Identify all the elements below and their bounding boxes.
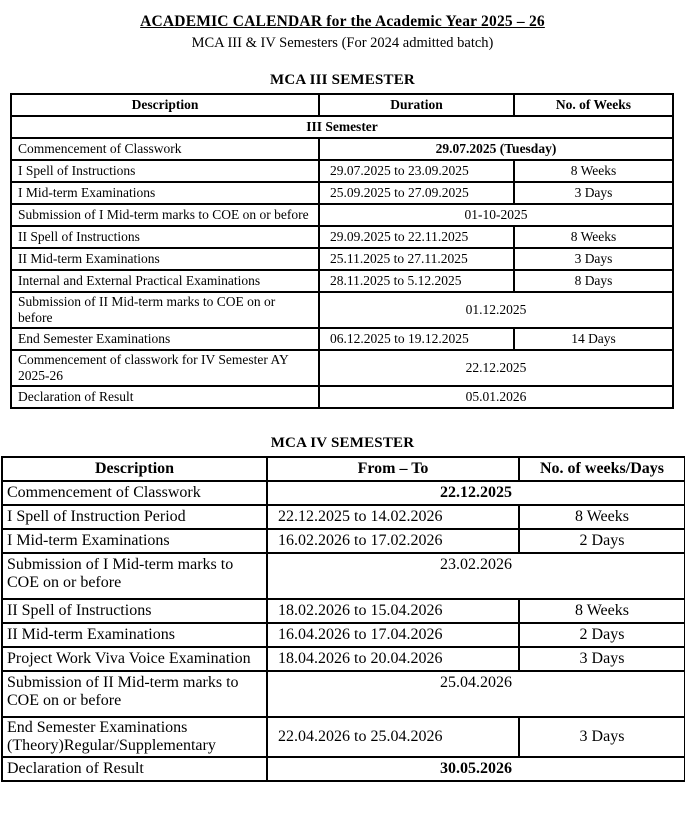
weeks-cell: 8 Weeks [519, 599, 685, 623]
column-header-description: Description [2, 457, 267, 481]
table-row [11, 182, 673, 204]
description-cell: II Spell of Instructions [2, 599, 267, 623]
description-cell: End Semester Examinations (Theory)Regular/Supplementary [2, 717, 267, 757]
table-row [2, 647, 685, 671]
table-row [2, 481, 685, 505]
weeks-cell: 3 Days [519, 647, 685, 671]
mca-iv-semester-table [1, 456, 685, 782]
mca-iii-semester-table [10, 93, 674, 409]
table-row [11, 226, 673, 248]
description-cell: Declaration of Result [2, 757, 267, 781]
table-header-row [2, 457, 685, 481]
duration-cell: 25.09.2025 to 27.09.2025 [319, 182, 514, 204]
weeks-cell: 8 Weeks [519, 505, 685, 529]
merged-value-cell: 30.05.2026 [267, 757, 685, 781]
table-header-row [11, 94, 673, 116]
duration-cell: 25.11.2025 to 27.11.2025 [319, 248, 514, 270]
table-row [2, 553, 685, 599]
description-cell: II Spell of Instructions [11, 226, 319, 248]
weeks-cell: 2 Days [519, 623, 685, 647]
merged-value-cell: 23.02.2026 [267, 553, 685, 599]
description-cell: I Mid-term Examinations [11, 182, 319, 204]
description-cell: Submission of II Mid-term marks to COE on or before [11, 292, 319, 328]
weeks-cell: 8 Days [514, 270, 673, 292]
description-cell: Commencement of classwork for IV Semester AY 2025-26 [11, 350, 319, 386]
column-header-weeks: No. of Weeks [514, 94, 673, 116]
weeks-cell: 8 Weeks [514, 226, 673, 248]
duration-cell: 18.04.2026 to 20.04.2026 [267, 647, 519, 671]
description-cell: Submission of II Mid-term marks to COE on or before [2, 671, 267, 717]
column-header-from-to: From – To [267, 457, 519, 481]
description-cell: Declaration of Result [11, 386, 319, 408]
weeks-cell: 14 Days [514, 328, 673, 350]
description-cell: II Mid-term Examinations [11, 248, 319, 270]
description-cell: II Mid-term Examinations [2, 623, 267, 647]
description-cell: I Spell of Instruction Period [2, 505, 267, 529]
description-cell: Submission of I Mid-term marks to COE on or before [2, 553, 267, 599]
document-title: ACADEMIC CALENDAR for the Academic Year 2025 – 26 [140, 13, 545, 30]
weeks-cell: 8 Weeks [514, 160, 673, 182]
duration-cell: 16.04.2026 to 17.04.2026 [267, 623, 519, 647]
weeks-cell: 3 Days [514, 182, 673, 204]
description-cell: I Spell of Instructions [11, 160, 319, 182]
merged-value-cell: 22.12.2025 [319, 350, 673, 386]
table-row [2, 505, 685, 529]
duration-cell: 22.04.2026 to 25.04.2026 [267, 717, 519, 757]
table-row [11, 138, 673, 160]
table-row [2, 623, 685, 647]
table-row [2, 717, 685, 757]
merged-value-cell: 05.01.2026 [319, 386, 673, 408]
description-cell: Project Work Viva Voice Examination [2, 647, 267, 671]
duration-cell: 18.02.2026 to 15.04.2026 [267, 599, 519, 623]
description-cell: Internal and External Practical Examinations [11, 270, 319, 292]
table-row [11, 204, 673, 226]
merged-value-cell: 29.07.2025 (Tuesday) [319, 138, 673, 160]
duration-cell: 29.07.2025 to 23.09.2025 [319, 160, 514, 182]
merged-value-cell: 01.12.2025 [319, 292, 673, 328]
description-cell: End Semester Examinations [11, 328, 319, 350]
table-row [2, 529, 685, 553]
description-cell: Commencement of Classwork [2, 481, 267, 505]
mca-iii-semester-heading: MCA III SEMESTER [270, 72, 415, 88]
mca-iv-semester-heading: MCA IV SEMESTER [270, 435, 415, 451]
table-row [11, 350, 673, 386]
weeks-cell: 2 Days [519, 529, 685, 553]
description-cell: I Mid-term Examinations [2, 529, 267, 553]
table-row [2, 599, 685, 623]
section-label: III Semester [11, 116, 673, 138]
weeks-cell: 3 Days [514, 248, 673, 270]
table-row [2, 757, 685, 781]
weeks-cell: 3 Days [519, 717, 685, 757]
document-subtitle: MCA III & IV Semesters (For 2024 admitted batch) [191, 35, 494, 51]
column-header-duration: Duration [319, 94, 514, 116]
merged-value-cell: 22.12.2025 [267, 481, 685, 505]
column-header-weeks-days: No. of weeks/Days [519, 457, 685, 481]
table-row [11, 160, 673, 182]
table-row [11, 386, 673, 408]
merged-value-cell: 01-10-2025 [319, 204, 673, 226]
duration-cell: 22.12.2025 to 14.02.2026 [267, 505, 519, 529]
duration-cell: 29.09.2025 to 22.11.2025 [319, 226, 514, 248]
table-row [11, 270, 673, 292]
duration-cell: 28.11.2025 to 5.12.2025 [319, 270, 514, 292]
description-cell: Commencement of Classwork [11, 138, 319, 160]
table-row [2, 671, 685, 717]
merged-value-cell: 25.04.2026 [267, 671, 685, 717]
table-row [11, 248, 673, 270]
description-cell: Submission of I Mid-term marks to COE on or before [11, 204, 319, 226]
duration-cell: 16.02.2026 to 17.02.2026 [267, 529, 519, 553]
table-row [11, 328, 673, 350]
section-row [11, 116, 673, 138]
column-header-description: Description [11, 94, 319, 116]
duration-cell: 06.12.2025 to 19.12.2025 [319, 328, 514, 350]
table-row [11, 292, 673, 328]
